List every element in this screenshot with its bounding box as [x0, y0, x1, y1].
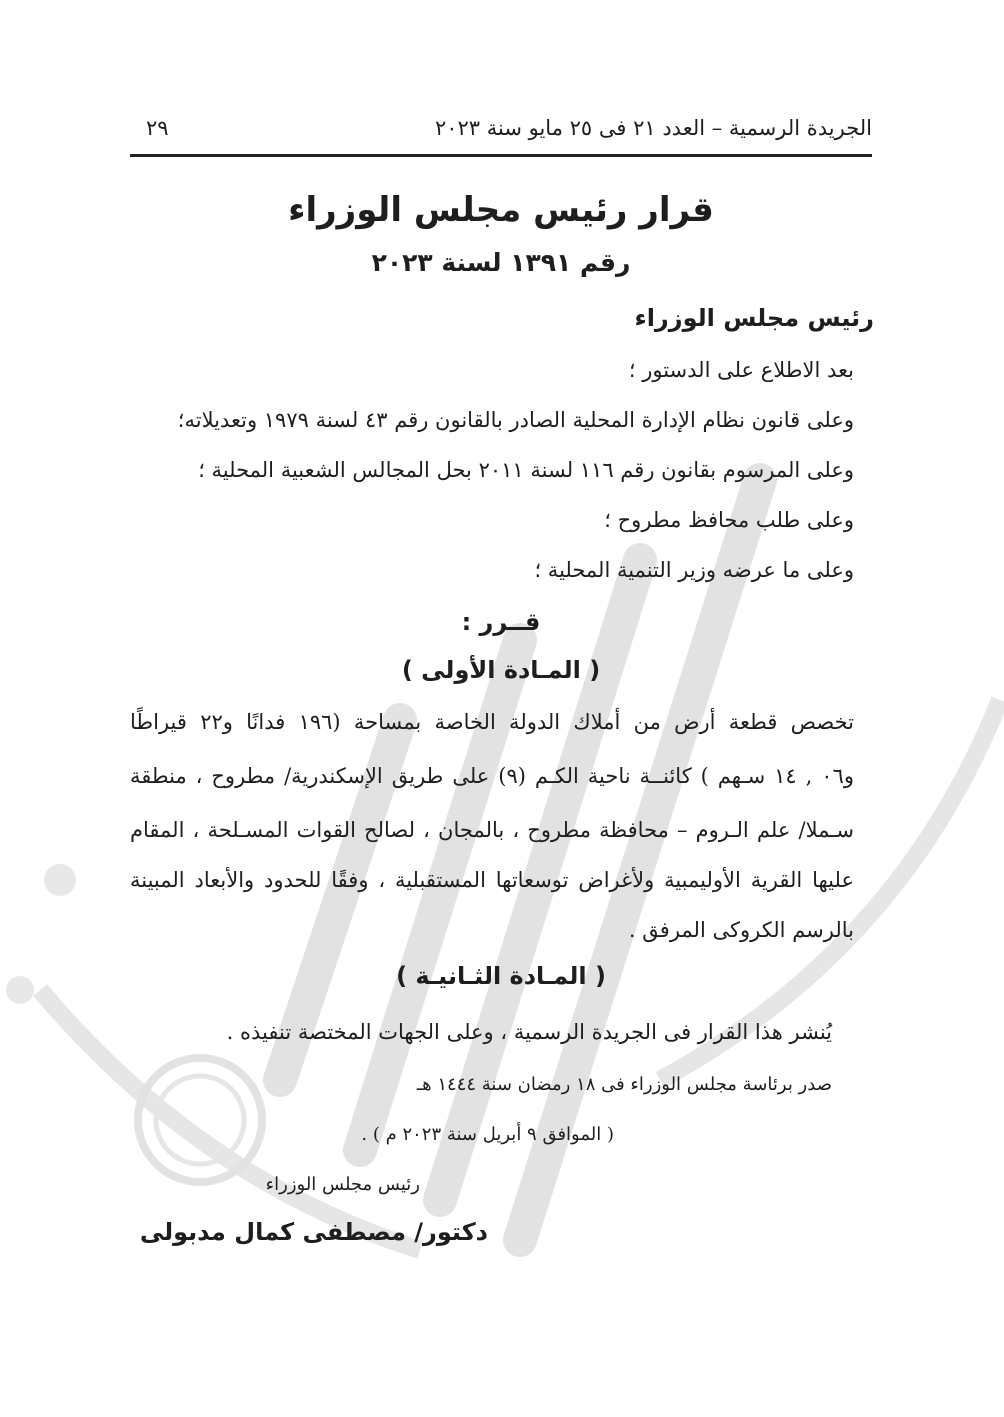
article-1-heading: ( المـادة الأولى ): [401, 656, 601, 684]
preamble-line: وعلى المرسوم بقانون رقم ١١٦ لسنة ٢٠١١ بحل المجالس الشعبية المحلية ؛: [198, 458, 854, 482]
article-1-line: عليها القرية الأوليمبية ولأغراض توسعاتها المستقبلية ، وفقًا للحدود والأبعاد المبينة: [130, 868, 854, 892]
issuance-gregorian: ( الموافق ٩ أبريل سنة ٢٠٢٣ م ) .: [361, 1124, 614, 1145]
header-divider: [130, 154, 872, 157]
preamble-line: وعلى طلب محافظ مطروح ؛: [604, 508, 854, 532]
issuance-hijri: صدر برئاسة مجلس الوزراء فى ١٨ رمضان سنة ١٤٤٤ هـ: [416, 1074, 832, 1095]
decree-issuer: رئيس مجلس الوزراء: [634, 304, 874, 332]
page-header: [130, 112, 872, 158]
preamble-line: وعلى ما عرضه وزير التنمية المحلية ؛: [534, 558, 854, 582]
signatory-name: دكتور/ مصطفى كمال مدبولى: [139, 1218, 488, 1246]
article-1-line: سـملا/ علم الـروم – محافظة مطروح ، بالمجان ، لصالح القوات المسـلحة ، المقام: [130, 818, 854, 842]
page-number: ٢٩: [146, 116, 169, 140]
decree-number: رقم ١٣٩١ لسنة ٢٠٢٣: [371, 248, 631, 277]
preamble-line: وعلى قانون نظام الإدارة المحلية الصادر بالقانون رقم ٤٣ لسنة ١٩٧٩ وتعديلاته؛: [177, 408, 854, 432]
decree-title: قرار رئيس مجلس الوزراء: [288, 190, 714, 230]
article-1-line: تخصص قطعة أرض من أملاك الدولة الخاصة بمساحة (١٩٦ فدانًا و٢٢ قيراطًا: [130, 710, 854, 734]
article-2-heading: ( المـادة الثـانيـة ): [396, 962, 606, 990]
article-1-line: و٠٦ , ١٤ سـهم ) كائنــة ناحية الكـم (٩) على طريق الإسكندرية/ مطروح ، منطقة: [130, 764, 854, 788]
article-2-text: يُنشر هذا القرار فى الجريدة الرسمية ، وعلى الجهات المختصة تنفيذه .: [226, 1020, 832, 1044]
signatory-title: رئيس مجلس الوزراء: [265, 1174, 420, 1195]
decided-heading: قــرر :: [461, 608, 541, 636]
article-1-line: بالرسم الكروكى المرفق .: [628, 918, 854, 942]
gazette-issue-line: الجريدة الرسمية – العدد ٢١ فى ٢٥ مايو سنة ٢٠٢٣: [434, 116, 872, 140]
preamble-line: بعد الاطلاع على الدستور ؛: [628, 358, 854, 382]
